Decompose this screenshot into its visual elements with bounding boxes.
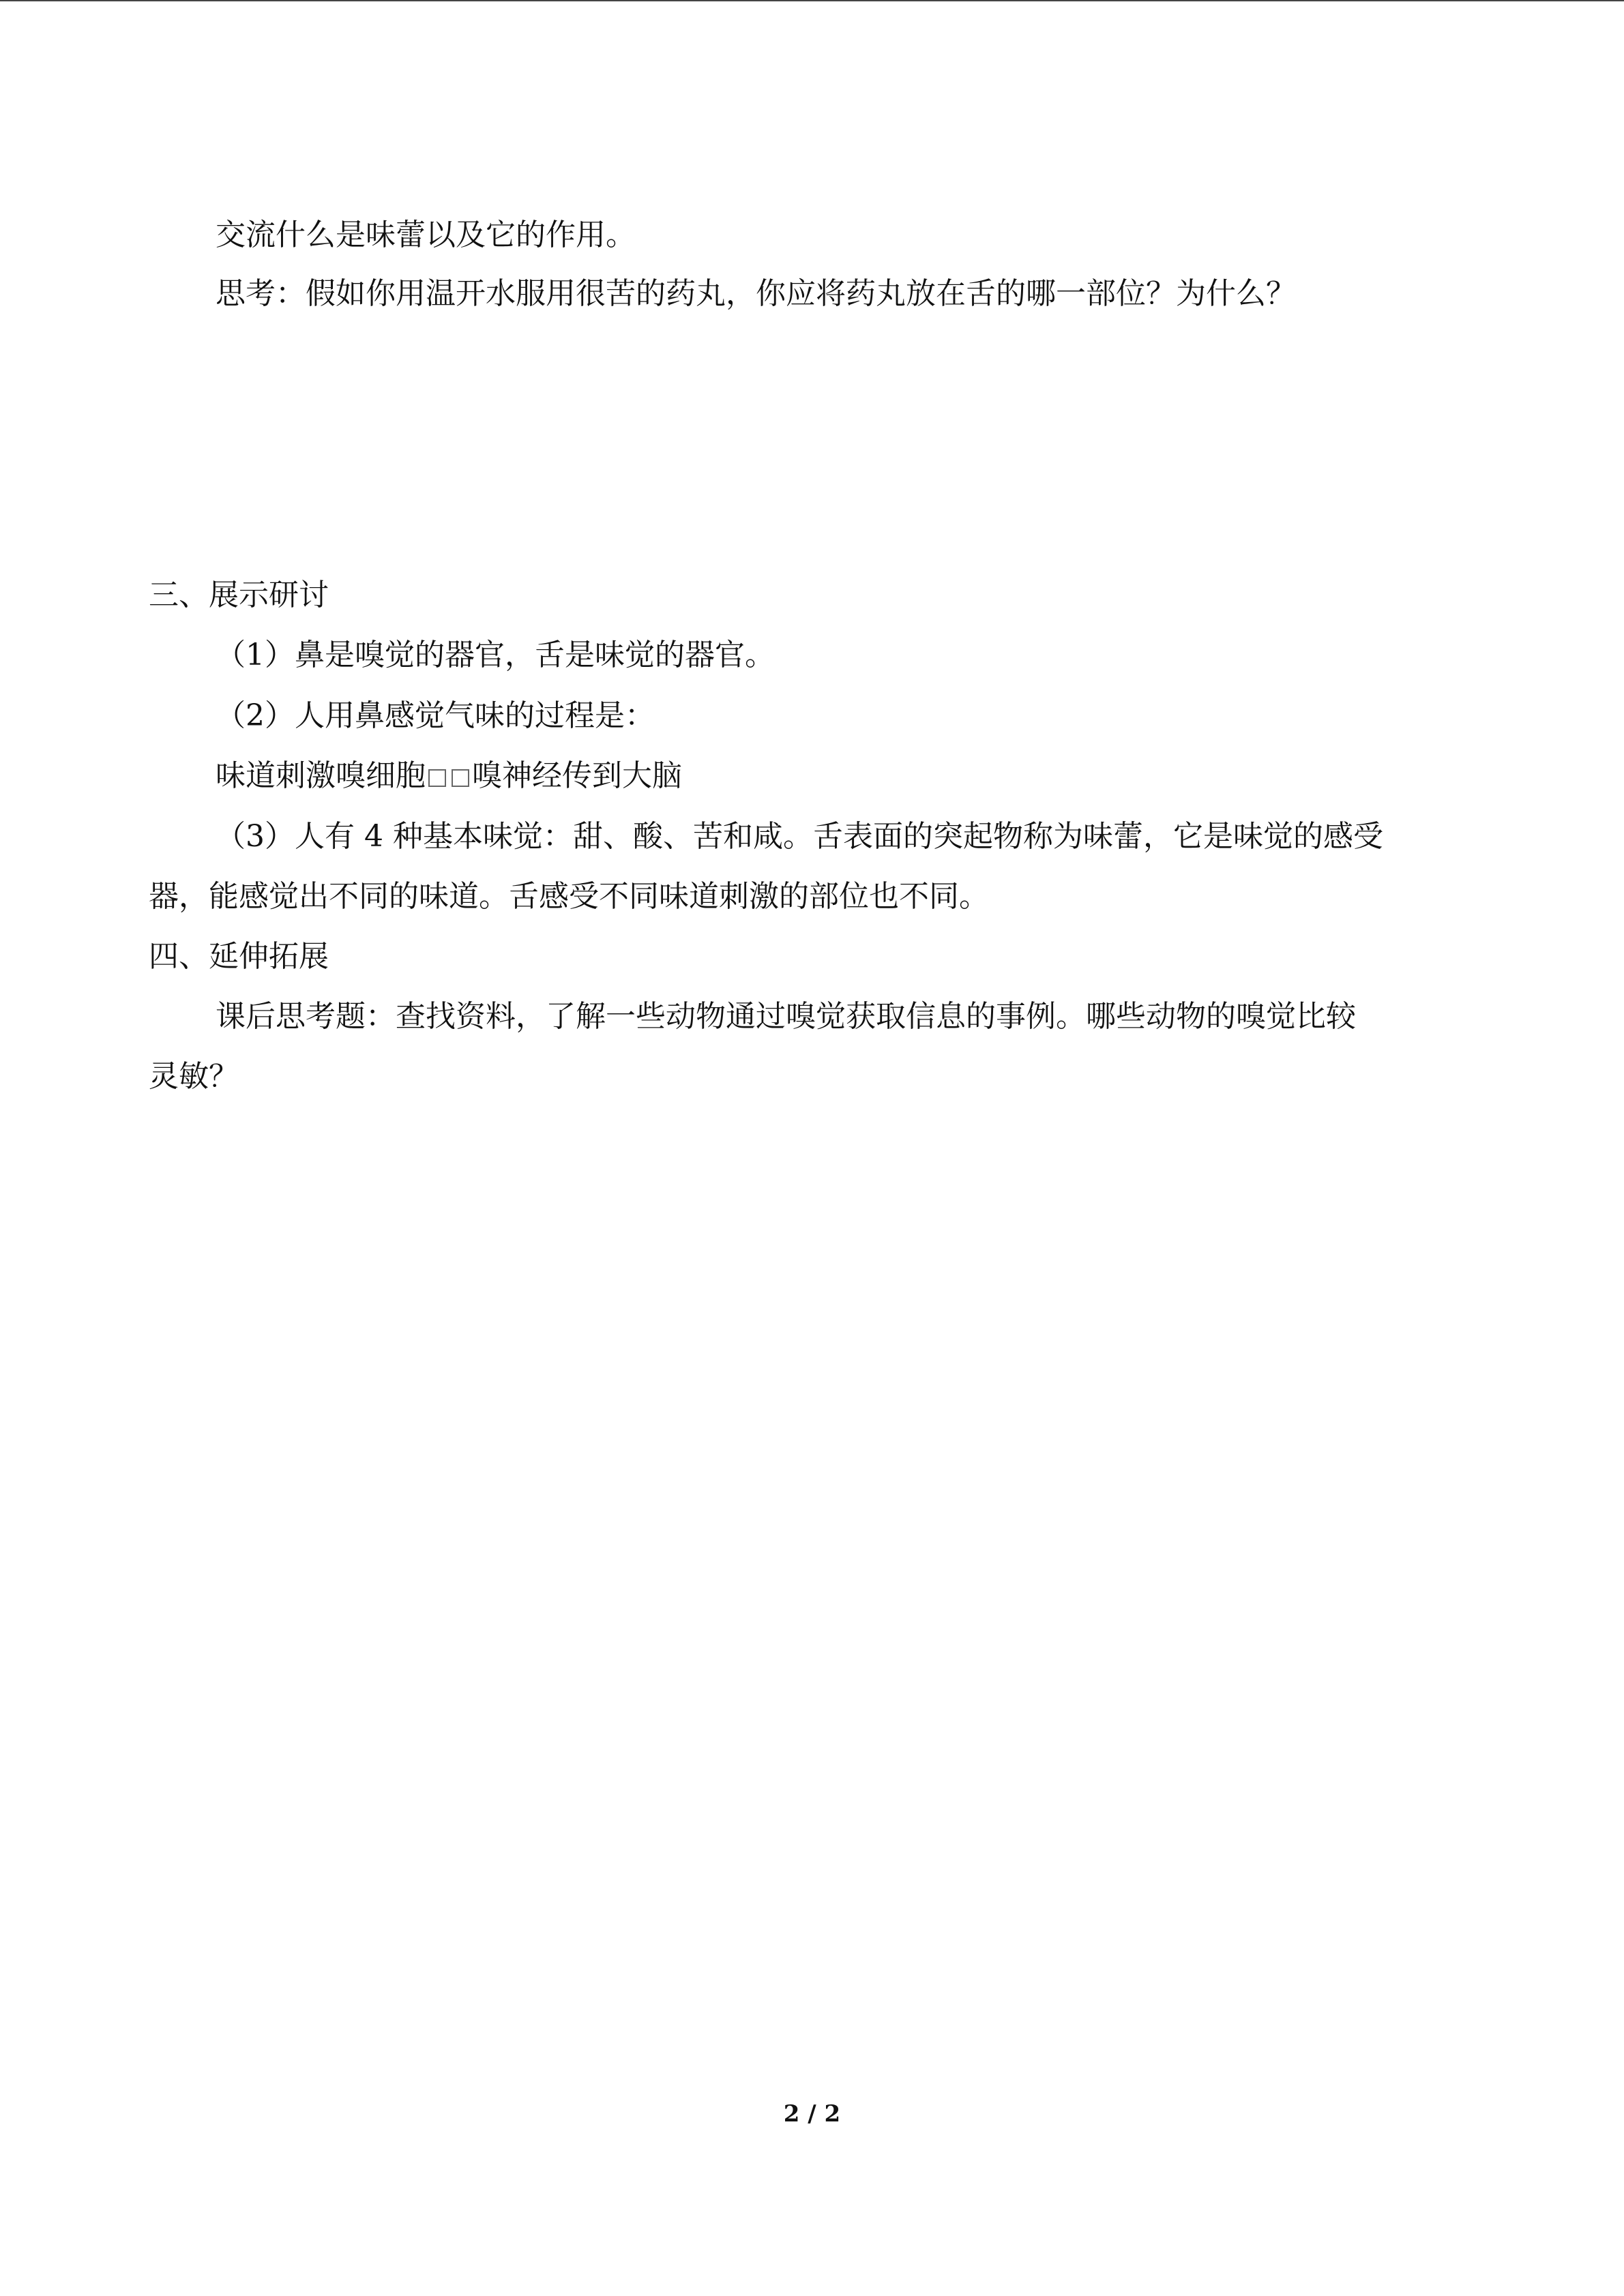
paragraph-thinking-question: 思考：假如你用温开水服用很苦的药丸，你应将药丸放在舌的哪一部位？为什么？ bbox=[216, 276, 1296, 311]
page-number: 2 / 2 bbox=[783, 2100, 841, 2128]
section-heading-extension: 四、延伸拓展 bbox=[149, 939, 329, 974]
homework-question-line-1: 课后思考题：查找资料，了解一些动物通过嗅觉获取信息的事例。哪些动物的嗅觉比较 bbox=[216, 999, 1356, 1034]
section-heading-presentation: 三、展示研讨 bbox=[149, 578, 329, 612]
list-item-3-line-1: （3）人有 4 种基本味觉：甜、酸、苦和咸。舌表面的突起物称为味蕾，它是味觉的感受 bbox=[216, 819, 1383, 854]
blank-box-1 bbox=[428, 769, 446, 787]
smell-process-end: 嗅神经传到大脑 bbox=[472, 758, 682, 793]
list-item-3-line-2: 器，能感觉出不同的味道。舌感受不同味道刺激的部位也不同。 bbox=[149, 879, 989, 914]
homework-question-line-2: 灵敏？ bbox=[149, 1059, 239, 1094]
smell-process-start: 味道刺激嗅细胞 bbox=[216, 758, 426, 793]
smell-process-line bbox=[216, 756, 682, 796]
blank-box-2 bbox=[452, 769, 469, 787]
paragraph-taste-bud-discussion: 交流什么是味蕾以及它的作用。 bbox=[216, 218, 636, 252]
top-border-line bbox=[0, 0, 1624, 1]
list-item-1: （1）鼻是嗅觉的器官，舌是味觉的器官。 bbox=[216, 638, 775, 672]
list-item-2: （2）人用鼻感觉气味的过程是： bbox=[216, 698, 655, 733]
